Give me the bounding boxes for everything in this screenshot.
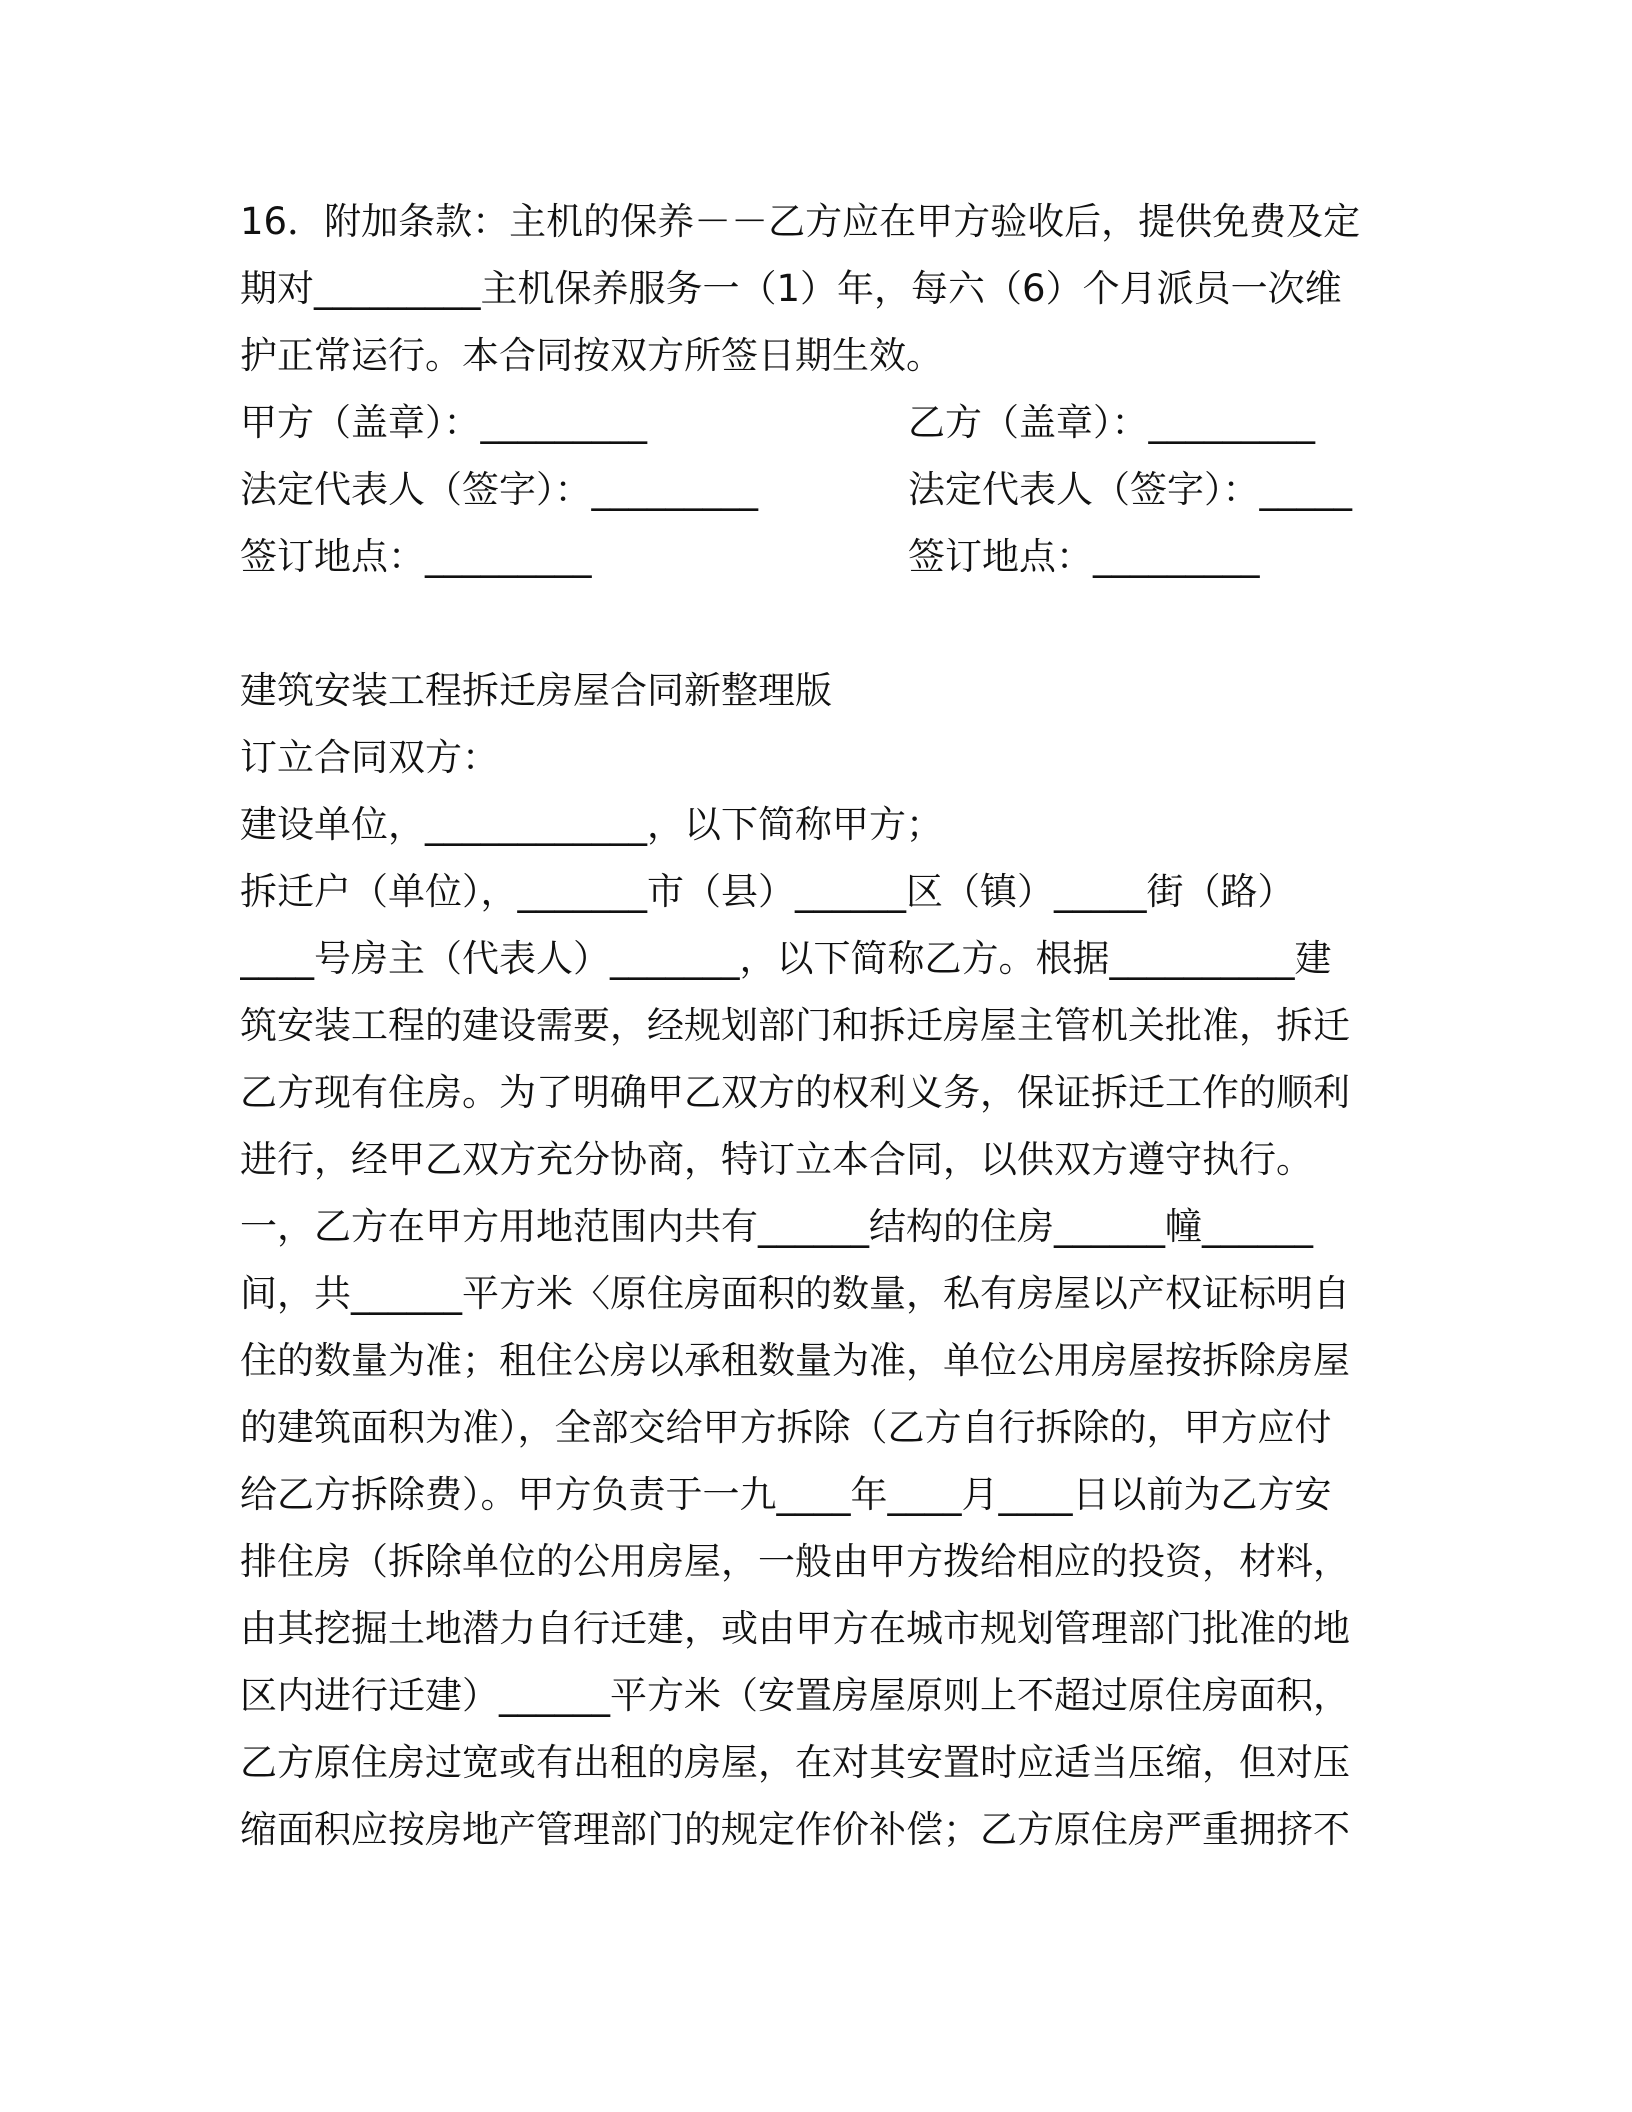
- party-a-signing-place: 签订地点：_________: [240, 535, 592, 578]
- clause-16-line-1: 16．附加条款：主机的保养－－乙方应在甲方验收后，提供免费及定: [240, 200, 1361, 243]
- party-a-seal: 甲方（盖章）：_________: [240, 401, 647, 444]
- contract-body-line: 住的数量为准；租住公房以承租数量为准，单位公用房屋按拆除房屋: [240, 1339, 1350, 1382]
- signature-representative-row: [240, 456, 1390, 523]
- document-page: [240, 188, 1390, 1863]
- parties-heading: 订立合同双方：: [240, 736, 499, 779]
- contract-body-line: 的建筑面积为准），全部交给甲方拆除（乙方自行拆除的，甲方应付: [240, 1406, 1332, 1449]
- contract-body-line: 区内进行迁建）______平方米（安置房屋原则上不超过原住房面积，: [240, 1674, 1350, 1717]
- contract-body-line: 排住房（拆除单位的公用房屋，一般由甲方拨给相应的投资，材料，: [240, 1540, 1350, 1583]
- party-b-representative: 法定代表人（签字）：_____: [908, 468, 1352, 511]
- contract-body-line: 由其挖掘土地潜力自行迁建，或由甲方在城市规划管理部门批准的地: [240, 1607, 1350, 1650]
- contract-body-line: 进行，经甲乙双方充分协商，特订立本合同，以供双方遵守执行。: [240, 1138, 1313, 1181]
- section-spacer: [240, 590, 1390, 657]
- contract-body-line: ____号房主（代表人）_______，以下简称乙方。根据__________建: [240, 937, 1332, 980]
- contract-body-line: 筑安装工程的建设需要，经规划部门和拆迁房屋主管机关批准，拆迁: [240, 1004, 1350, 1047]
- contract-body-line: 给乙方拆除费）。甲方负责于一九____年____月____日以前为乙方安: [240, 1473, 1332, 1516]
- contract-body-line: 间，共______平方米〈原住房面积的数量，私有房屋以产权证标明自: [240, 1272, 1350, 1315]
- signature-place-row: [240, 523, 1390, 590]
- contract-body-line: 缩面积应按房地产管理部门的规定作价补偿；乙方原住房严重拥挤不: [240, 1808, 1350, 1851]
- party-b-seal: 乙方（盖章）：_________: [908, 401, 1315, 444]
- contract-body-line: 拆迁户（单位），_______市（县）______区（镇）_____街（路）: [240, 870, 1295, 913]
- clause-16-line-3: 护正常运行。本合同按双方所签日期生效。: [240, 334, 943, 377]
- clause-16-line-2: 期对_________主机保养服务一（1）年，每六（6）个月派员一次维: [240, 267, 1342, 310]
- contract-body-line: 乙方现有住房。为了明确甲乙双方的权利义务，保证拆迁工作的顺利: [240, 1071, 1350, 1114]
- contract-body-line: 建设单位，____________，以下简称甲方；: [240, 803, 943, 846]
- contract-body-line: 乙方原住房过宽或有出租的房屋，在对其安置时应适当压缩，但对压: [240, 1741, 1350, 1784]
- signature-seal-row: [240, 389, 1390, 456]
- party-a-representative: 法定代表人（签字）：_________: [240, 468, 758, 511]
- party-b-signing-place: 签订地点：_________: [908, 535, 1260, 578]
- contract-title: 建筑安装工程拆迁房屋合同新整理版: [240, 669, 832, 712]
- contract-body-line: 一，乙方在甲方用地范围内共有______结构的住房______幢______: [240, 1205, 1313, 1248]
